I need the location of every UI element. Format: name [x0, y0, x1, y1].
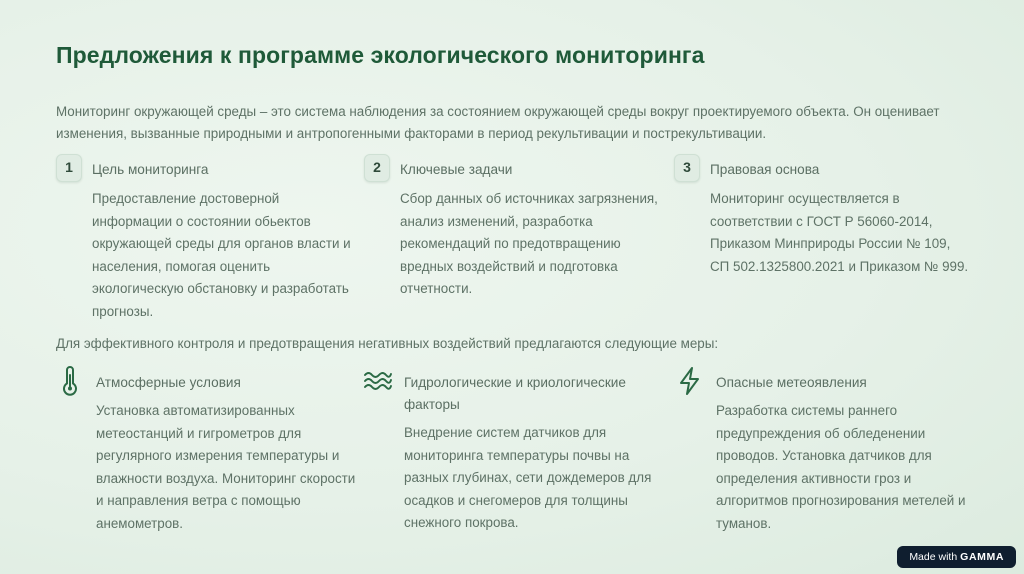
made-with-gamma-badge[interactable] [897, 546, 1016, 568]
step-number-badge: 2 [364, 154, 390, 182]
thermometer-icon [56, 366, 84, 396]
measure-title: Гидрологические и криологические факторы [404, 375, 626, 412]
step-number-badge: 3 [674, 154, 700, 182]
measure-text: Установка автоматизированных метеостанций и гигрометров для регулярного измерения температуры и влажности воздуха. Мониторинг скорости и направления ветра с помощью анемометров. [96, 403, 356, 531]
measure-text: Разработка системы раннего предупреждения об обледенении проводов. Установка датчиков для определения активности гроз и алгоритмов прогнозирования метелей и туманов. [716, 403, 966, 531]
page-title: Предложения к программе экологического мониторинга [56, 42, 705, 68]
step-title: Ключевые задачи [400, 162, 513, 177]
measures-intro: Для эффективного контроля и предотвращения негативных воздействий предлагаются следующие меры: [56, 336, 719, 351]
waves-icon [364, 366, 392, 396]
gamma-logo: GAMMA [960, 551, 1004, 563]
step-number-badge: 1 [56, 154, 82, 182]
step-title: Цель мониторинга [92, 162, 209, 177]
step-title: Правовая основа [710, 162, 820, 177]
measure-title: Опасные метеоявления [716, 375, 867, 390]
measure-title: Атмосферные условия [96, 375, 241, 390]
step-text: Сбор данных об источниках загрязнения, анализ изменений, разработка рекомендаций по предотвращению вредных воздействий и подготовка отчетности. [400, 191, 658, 297]
badge-prefix: Made with [909, 551, 958, 563]
intro-paragraph: Мониторинг окружающей среды – это система наблюдения за состоянием окружающей среды вокруг проектируемого объекта. Он оценивает изменения, вызванные природными и антропогенными факторами в период рекультивации и пострекультивации. [56, 104, 940, 141]
measure-text: Внедрение систем датчиков для мониторинга температуры почвы на разных глубинах, сети дождемеров для осадков и снегомеров для толщины снежного покрова. [404, 425, 652, 531]
step-text: Мониторинг осуществляется в соответствии с ГОСТ Р 56060-2014, Приказом Минприроды России № 109, СП 502.1325800.2021 и Приказом № 999. [710, 191, 969, 274]
step-text: Предоставление достоверной информации о состоянии обьектов окружающей среды для органов власти и населения, помогая оценить экологическую обстановку и разработать прогнозы. [92, 191, 351, 319]
lightning-icon [676, 366, 704, 396]
